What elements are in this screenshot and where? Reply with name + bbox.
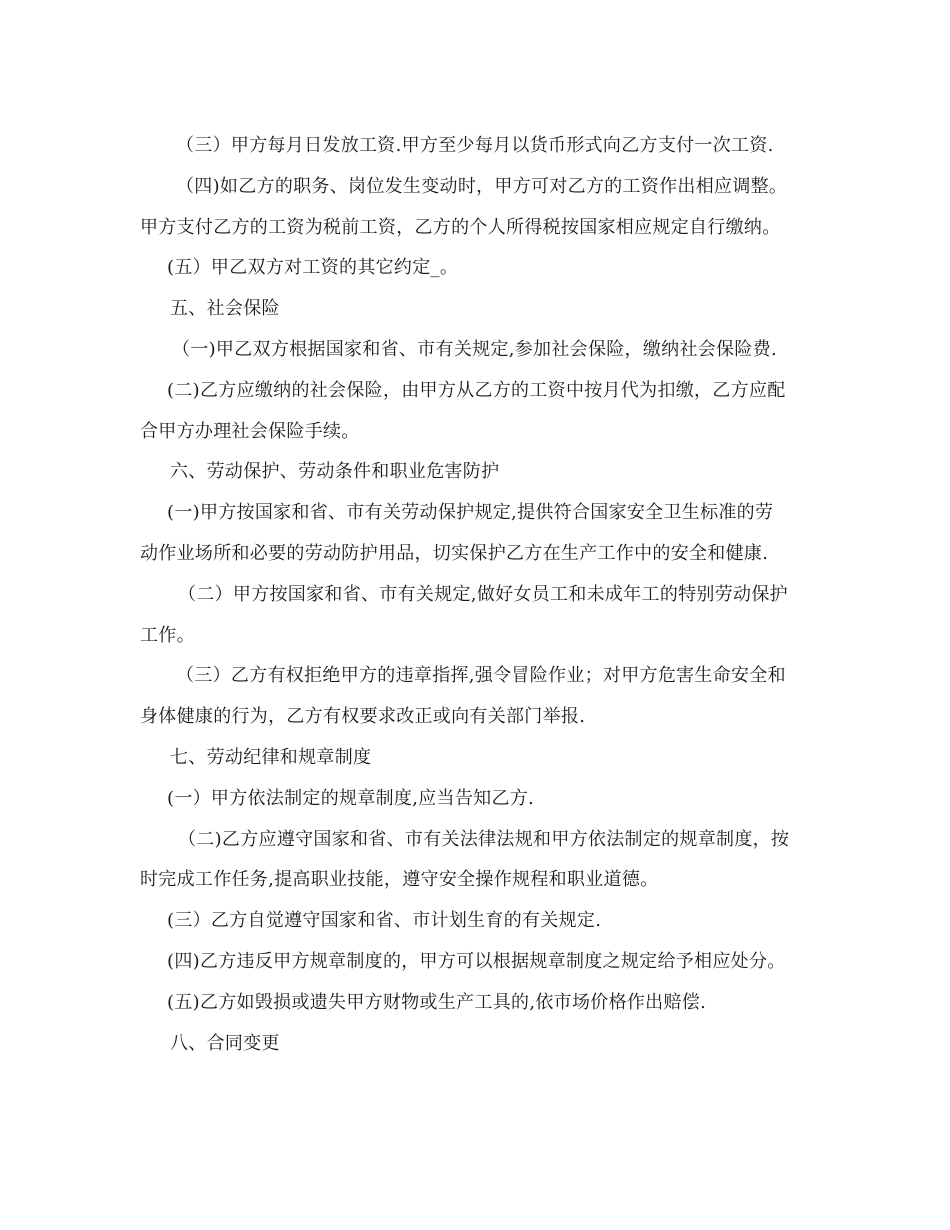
paragraph-line: 甲方支付乙方的工资为税前工资，乙方的个人所得税按国家相应规定自行缴纳。 bbox=[140, 216, 781, 238]
paragraph-line: （三）甲方每月日发放工资.甲方至少每月以货币形式向乙方支付一次工资. bbox=[176, 135, 774, 156]
paragraph-line: (五）甲乙双方对工资的其它约定_。 bbox=[167, 257, 459, 279]
paragraph-line: 身体健康的行为，乙方有权要求改正或向有关部门举报. bbox=[140, 706, 586, 728]
section-heading: 七、劳动纪律和规章制度 bbox=[170, 746, 372, 768]
section-heading: 五、社会保险 bbox=[170, 298, 280, 320]
section-heading: 八、合同变更 bbox=[170, 1032, 280, 1054]
paragraph-line: (一)甲方按国家和省、市有关劳动保护规定,提供符合国家安全卫生标准的劳 bbox=[167, 502, 774, 524]
paragraph-line: (三）乙方自觉遵守国家和省、市计划生育的有关规定. bbox=[167, 910, 602, 932]
paragraph-line: （一)甲乙双方根据国家和省、市有关规定,参加社会保险，缴纳社会保险费. bbox=[172, 338, 777, 360]
paragraph-line: （二)乙方应遵守国家和省、市有关法律法规和甲方依法制定的规章制度，按 bbox=[178, 828, 790, 850]
paragraph-line: (一）甲方依法制定的规章制度,应当告知乙方. bbox=[167, 787, 535, 809]
paragraph-line: 工作。 bbox=[140, 624, 195, 646]
document-body bbox=[140, 126, 812, 1064]
section-heading: 六、劳动保护、劳动条件和职业危害防护 bbox=[170, 461, 500, 483]
paragraph-line: （二）甲方按国家和省、市有关规定,做好女员工和未成年工的特别劳动保护 bbox=[178, 583, 788, 605]
paragraph-line: 动作业场所和必要的劳动防护用品，切实保护乙方在生产工作中的安全和健康. bbox=[140, 542, 769, 564]
paragraph-line: (四)乙方违反甲方规章制度的，甲方可以根据规章制度之规定给予相应处分。 bbox=[167, 950, 786, 972]
paragraph-line: (五)乙方如毁损或遗失甲方财物或生产工具的,依市场价格作出赔偿. bbox=[167, 991, 707, 1013]
paragraph-line: 合甲方办理社会保险手续。 bbox=[140, 420, 360, 442]
paragraph-line: 时完成工作任务,提高职业技能，遵守安全操作规程和职业道德。 bbox=[140, 869, 659, 891]
paragraph-line: （三）乙方有权拒绝甲方的违章指挥,强令冒险作业；对甲方危害生命安全和 bbox=[176, 665, 786, 687]
paragraph-line: （四)如乙方的职务、岗位发生变动时，甲方可对乙方的工资作出相应调整。 bbox=[176, 175, 788, 197]
paragraph-line: (二)乙方应缴纳的社会保险，由甲方从乙方的工资中按月代为扣缴，乙方应配 bbox=[167, 379, 786, 401]
